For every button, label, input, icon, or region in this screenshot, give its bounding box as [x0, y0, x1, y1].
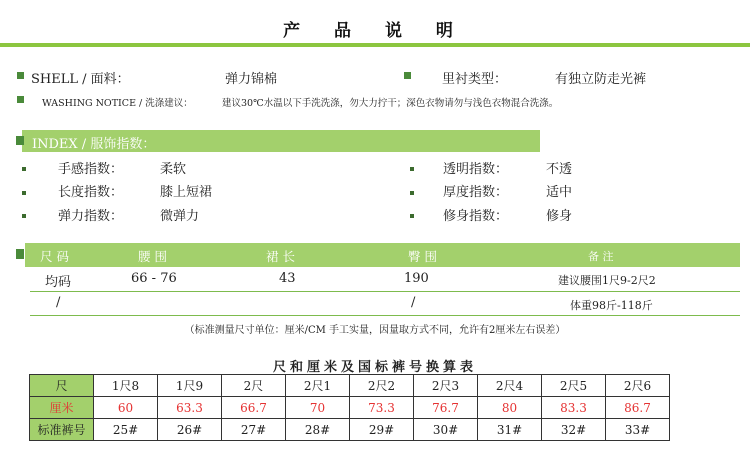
size-table-header-bar — [25, 243, 740, 267]
size-cell: 体重98斤-118斤 — [570, 299, 653, 312]
index-value-fit: 修身 — [546, 209, 573, 224]
table-row — [30, 375, 670, 397]
table-cell: 32# — [542, 419, 606, 441]
index-label-transparency: 透明指数： — [443, 162, 509, 177]
index-label-elasticity: 弹力指数： — [58, 209, 124, 224]
table-cell: 30# — [414, 419, 478, 441]
size-cell: 均码 — [45, 275, 72, 290]
size-header-size: 尺 码 — [40, 249, 69, 264]
table-cell: 2尺1 — [286, 375, 350, 397]
size-header-notes: 备 注 — [588, 250, 614, 263]
washing-label: WASHING NOTICE / 洗涤建议： — [42, 98, 193, 109]
row-divider — [30, 315, 740, 316]
size-header-waist: 腰 围 — [138, 249, 167, 264]
table-cell: 1尺8 — [94, 375, 158, 397]
table-cell: 2尺 — [222, 375, 286, 397]
table-cell: 2尺6 — [606, 375, 670, 397]
index-value-elasticity: 微弹力 — [160, 209, 200, 224]
table-cell: 83.3 — [542, 397, 606, 419]
index-label-feel: 手感指数： — [58, 162, 124, 177]
table-cell: 2尺4 — [478, 375, 542, 397]
table-cell: 27# — [222, 419, 286, 441]
measurement-note: （标准测量尺寸单位：厘米/CM 手工实量，因量取方式不同，允许有2厘米左右误差） — [184, 325, 566, 336]
row-label: 尺 — [30, 375, 94, 397]
index-label-length: 长度指数： — [58, 185, 124, 200]
table-row — [30, 397, 670, 419]
table-cell: 73.3 — [350, 397, 414, 419]
size-cell: 66 - 76 — [131, 271, 177, 286]
index-value-length: 膝上短裙 — [160, 185, 213, 200]
bullet-icon — [410, 214, 414, 218]
table-cell: 1尺9 — [158, 375, 222, 397]
table-cell: 2尺3 — [414, 375, 478, 397]
lining-bullet-icon — [404, 72, 411, 79]
bullet-icon — [22, 167, 26, 171]
shell-label: SHELL / 面料： — [31, 72, 130, 87]
index-label-fit: 修身指数： — [443, 209, 509, 224]
bullet-icon — [410, 191, 414, 195]
size-bullet-icon — [16, 249, 24, 259]
table-cell: 2尺5 — [542, 375, 606, 397]
table-cell: 26# — [158, 419, 222, 441]
washing-value: 建议30℃水温以下手洗洗涤，勿大力拧干；深色衣物请勿与浅色衣物混合洗涤。 — [222, 98, 559, 109]
index-header: INDEX / 服饰指数： — [32, 137, 156, 152]
size-cell: 建议腰围1尺9-2尺2 — [558, 274, 656, 287]
shell-value: 弹力锦棉 — [225, 72, 278, 87]
index-value-transparency: 不透 — [546, 162, 573, 177]
size-header-length: 裙 长 — [266, 249, 295, 264]
index-value-thickness: 适中 — [546, 185, 573, 200]
table-cell: 86.7 — [606, 397, 670, 419]
washing-bullet-icon — [17, 96, 24, 103]
size-header-hip: 臀 围 — [408, 249, 437, 264]
index-label-thickness: 厚度指数： — [443, 185, 509, 200]
table-cell: 29# — [350, 419, 414, 441]
bullet-icon — [22, 214, 26, 218]
table-cell: 25# — [94, 419, 158, 441]
shell-bullet-icon — [17, 72, 24, 79]
table-cell: 33# — [606, 419, 670, 441]
title-divider — [0, 43, 750, 47]
index-value-feel: 柔软 — [160, 162, 187, 177]
table-cell: 66.7 — [222, 397, 286, 419]
table-cell: 80 — [478, 397, 542, 419]
table-cell: 31# — [478, 419, 542, 441]
page-title: 产 品 说 明 — [283, 21, 467, 41]
table-cell: 28# — [286, 419, 350, 441]
size-cell: / — [56, 295, 61, 310]
size-cell: 43 — [279, 271, 296, 286]
table-cell: 60 — [94, 397, 158, 419]
table-cell: 76.7 — [414, 397, 478, 419]
lining-value: 有独立防走光裤 — [555, 72, 647, 87]
conversion-table — [29, 374, 670, 441]
row-divider — [30, 291, 740, 292]
table-cell: 2尺2 — [350, 375, 414, 397]
conversion-title: 尺和厘米及国标裤号换算表 — [272, 360, 477, 375]
table-cell: 63.3 — [158, 397, 222, 419]
table-row — [30, 419, 670, 441]
size-cell: 190 — [404, 271, 429, 286]
bullet-icon — [410, 167, 414, 171]
row-label: 标准裤号 — [30, 419, 94, 441]
table-cell: 70 — [286, 397, 350, 419]
size-cell: / — [411, 295, 416, 310]
bullet-icon — [22, 191, 26, 195]
index-bullet-icon — [16, 136, 24, 145]
lining-label: 里衬类型： — [442, 72, 508, 87]
row-label: 厘米 — [30, 397, 94, 419]
